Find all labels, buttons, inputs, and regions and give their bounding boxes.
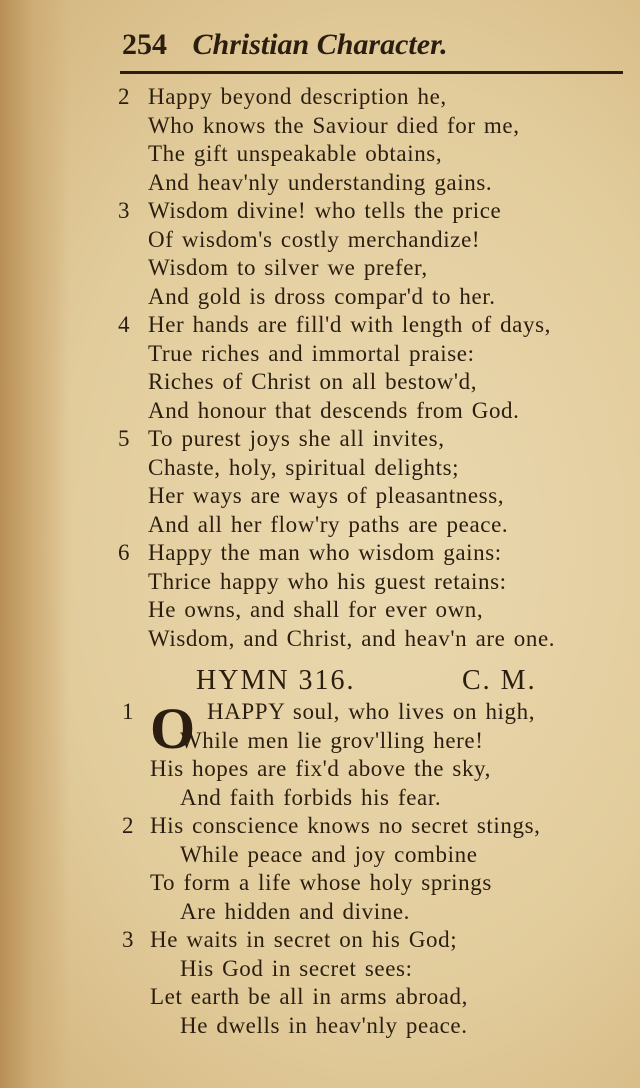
verse-text: And faith forbids his fear. (180, 784, 442, 810)
verse-line (0, 311, 640, 340)
verse-text: He waits in secret on his God; (150, 927, 458, 952)
verse-text: Wisdom divine! who tells the price (148, 198, 502, 223)
verse-line (0, 511, 640, 540)
verse-text: And gold is dross compar'd to her. (148, 283, 496, 309)
verse-line (0, 340, 640, 369)
running-header (122, 28, 448, 62)
verse-line (0, 397, 640, 426)
page-body (0, 83, 640, 1040)
verse-text: While peace and joy combine (180, 841, 478, 867)
verse-text: His hopes are fix'd above the sky, (150, 756, 492, 781)
verse-line (0, 926, 640, 955)
verse-line (0, 254, 640, 283)
verse-line (0, 169, 640, 198)
verse-text: He dwells in heav'nly peace. (180, 1012, 468, 1038)
verse-line (0, 983, 640, 1012)
hymn-316 (0, 698, 640, 1040)
stanza-number: 4 (118, 312, 131, 337)
verse-text: His God in secret sees: (180, 955, 413, 981)
stanza-number: 3 (118, 198, 131, 223)
verse-text: His conscience knows no secret stings, (150, 813, 541, 838)
verse-line (0, 869, 640, 898)
stanza-number: 3 (122, 927, 135, 952)
verse-text: Happy beyond description he, (148, 84, 447, 109)
verse-line (0, 596, 640, 625)
verse-text: Of wisdom's costly merchandize! (148, 226, 481, 252)
stanza (0, 425, 640, 539)
verse-line (0, 727, 640, 756)
stanza (0, 698, 640, 812)
stanza (0, 812, 640, 926)
verse-text: Let earth be all in arms abroad, (150, 984, 468, 1009)
stanza (0, 197, 640, 311)
verse-line (0, 1012, 640, 1041)
verse-line (0, 83, 640, 112)
verse-text: And all her flow'ry paths are peace. (148, 511, 509, 537)
hymn-meter: C. M. (462, 665, 537, 696)
verse-text: Happy the man who wisdom gains: (148, 540, 502, 565)
verse-text: Chaste, holy, spiritual delights; (148, 454, 460, 480)
verse-text: Are hidden and divine. (180, 898, 410, 924)
page-number: 254 (122, 28, 167, 61)
verse-line (0, 112, 640, 141)
verse-line (0, 140, 640, 169)
verse-text: Riches of Christ on all bestow'd, (148, 369, 478, 394)
drop-cap: O (150, 696, 196, 761)
verse-text: He owns, and shall for ever own, (148, 597, 484, 622)
verse-line (0, 625, 640, 654)
verse-line (0, 425, 640, 454)
verse-line (0, 698, 640, 727)
verse-line (0, 283, 640, 312)
verse-text: True riches and immortal praise: (148, 340, 475, 366)
stanza-number: 2 (118, 84, 131, 109)
verse-text: While men lie grov'lling here! (180, 727, 484, 753)
verse-text: HAPPY soul, who lives on high, (207, 699, 536, 724)
verse-text: Thrice happy who his guest retains: (148, 568, 507, 594)
verse-line (0, 226, 640, 255)
verse-line (0, 368, 640, 397)
verse-text: To form a life whose holy springs (150, 870, 492, 895)
verse-text: Wisdom, and Christ, and heav'n are one. (148, 625, 556, 651)
stanza (0, 539, 640, 653)
verse-text: The gift unspeakable obtains, (148, 141, 443, 166)
previous-hymn-continuation (0, 83, 640, 653)
verse-line (0, 568, 640, 597)
hymn-title: HYMN 316. (196, 665, 356, 696)
verse-line (0, 955, 640, 984)
stanza (0, 311, 640, 425)
header-rule (120, 71, 623, 74)
hymn-heading (0, 663, 640, 698)
verse-line (0, 812, 640, 841)
verse-text: To purest joys she all invites, (148, 426, 445, 451)
verse-text: Who knows the Saviour died for me, (148, 112, 520, 138)
verse-text: And honour that descends from God. (148, 397, 520, 423)
verse-line (0, 784, 640, 813)
stanza-number: 2 (122, 813, 135, 838)
verse-text: Her hands are fill'd with length of days, (148, 312, 551, 337)
running-title: Christian Character. (192, 28, 448, 61)
verse-text: Wisdom to silver we prefer, (148, 255, 428, 280)
verse-line (0, 454, 640, 483)
verse-line (0, 482, 640, 511)
verse-text: Her ways are ways of pleasantness, (148, 483, 505, 508)
verse-line (0, 197, 640, 226)
verse-line (0, 755, 640, 784)
stanza-number: 6 (118, 540, 131, 565)
verse-line (0, 898, 640, 927)
stanza (0, 926, 640, 1040)
verse-line (0, 539, 640, 568)
stanza-number: 5 (118, 426, 131, 451)
verse-text: And heav'nly understanding gains. (148, 169, 493, 195)
stanza (0, 83, 640, 197)
stanza-number: 1 (122, 699, 135, 724)
verse-line (0, 841, 640, 870)
